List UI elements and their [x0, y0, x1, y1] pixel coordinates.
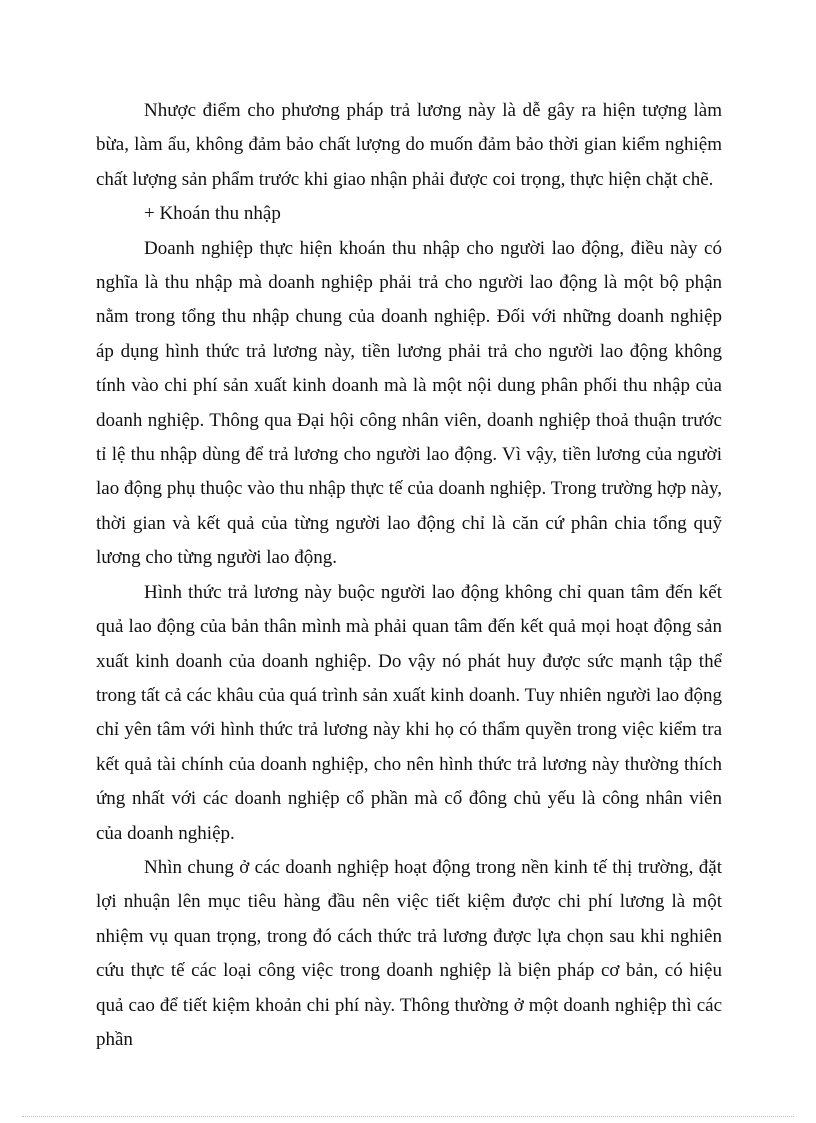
footer-divider	[22, 1116, 794, 1117]
paragraph-disadvantages: Nhược điểm cho phương pháp trả lương này là dễ gây ra hiện tượng làm bừa, làm ẩu, không đảm bảo chất lượng do muốn đảm bảo thời gian kiểm nghiệm chất lượng sản phẩm trước khi giao nhận phải được coi trọng, thực hiện chặt chẽ.	[96, 100, 722, 190]
paragraph-income-contract: Doanh nghiệp thực hiện khoán thu nhập cho người lao động, điều này có nghĩa là thu nhập mà doanh nghiệp phải trả cho người lao động là một bộ phận nằm trong tổng thu nhập chung của doanh nghiệp. Đối với những doanh nghiệp áp dụng hình thức trả lương này, tiền lương phải trả cho người lao động không tính vào chi phí sản xuất kinh doanh mà là một nội dung phân phối thu nhập của doanh nghiệp. Thông qua Đại hội công nhân viên, doanh nghiệp thoả thuận trước tỉ lệ thu nhập dùng để trả lương cho người lao động. Vì vậy, tiền lương của người lao động phụ thuộc vào thu nhập thực tế của doanh nghiệp. Trong trường hợp này, thời gian và kết quả của từng người lao động chỉ là căn cứ phân chia tổng quỹ lương cho từng người lao động.	[96, 237, 722, 569]
paragraph-payment-form: Hình thức trả lương này buộc người lao động không chỉ quan tâm đến kết quả lao động của bản thân mình mà phải quan tâm đến kết quả mọi hoạt động sản xuất kinh doanh của doanh nghiệp. Do vậy nó phát huy được sức mạnh tập thể trong tất cả các khâu của quá trình sản xuất kinh doanh. Tuy nhiên người lao động chỉ yên tâm với hình thức trả lương này khi họ có thẩm quyền trong việc kiểm tra kết quả tài chính của doanh nghiệp, cho nên hình thức trả lương này thường thích ứng nhất với các doanh nghiệp cổ phần mà cổ đông chủ yếu là công nhân viên của doanh nghiệp.	[96, 581, 722, 844]
paragraph-overview: Nhìn chung ở các doanh nghiệp hoạt động trong nền kinh tế thị trường, đặt lợi nhuận lên mục tiêu hàng đầu nên việc tiết kiệm được chi phí lương là một nhiệm vụ quan trọng, trong đó cách thức trả lương được lựa chọn sau khi nghiên cứu thực tế các loại công việc trong doanh nghiệp là biện pháp cơ bản, có hiệu quả cao để tiết kiệm khoản chi phí này. Thông thường ở một doanh nghiệp thì các phần	[96, 856, 722, 1050]
heading-income-contract: + Khoán thu nhập	[144, 203, 281, 225]
body-text	[96, 94, 722, 1057]
